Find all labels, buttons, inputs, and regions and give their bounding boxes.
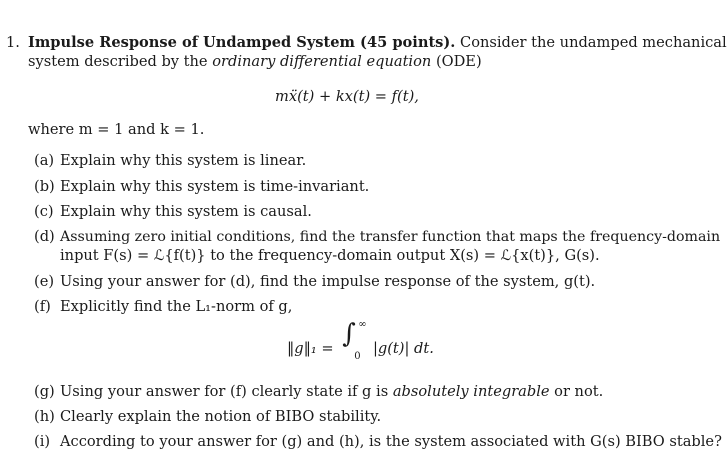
part-d-line1: Assuming zero initial conditions, find the transfer function that maps the frequency-domain xyxy=(60,229,721,245)
problem-number: 1. xyxy=(6,34,20,51)
part-i-label: (i) xyxy=(34,433,51,450)
integral-upper-limit: ∞ xyxy=(358,319,367,330)
part-c-text: Explain why this system is causal. xyxy=(60,203,312,220)
part-g-label: (g) xyxy=(34,383,55,400)
problem-intro: Consider the undamped mechanical xyxy=(460,34,727,51)
problem-header xyxy=(28,33,727,53)
integral-sign: ∫ xyxy=(342,319,356,349)
part-i-text: According to your answer for (g) and (h), is the system associated with G(s) BIBO stable? xyxy=(60,433,722,450)
problem-title: Impulse Response of Undamped System (45 points). xyxy=(28,34,456,51)
part-g-text-a: Using your answer for (f) clearly state if g is xyxy=(60,383,389,400)
intro-text-end: (ODE) xyxy=(435,53,482,70)
where-clause: where m = 1 and k = 1. xyxy=(28,121,205,138)
intro-emphasis: ordinary differential equation xyxy=(212,53,432,70)
part-h-text: Clearly explain the notion of BIBO stability. xyxy=(60,408,382,425)
part-f-label: (f) xyxy=(34,298,51,315)
part-d-line2: input F(s) = ℒ{f(t)} to the frequency-domain output X(s) = ℒ{x(t)}, G(s). xyxy=(60,247,600,264)
integral-lower-limit: 0 xyxy=(354,351,361,362)
norm-lhs: ‖g‖₁ = xyxy=(287,340,334,357)
part-h-label: (h) xyxy=(34,408,55,425)
intro-text: system described by the xyxy=(28,53,208,70)
part-g-emphasis: absolutely integrable xyxy=(392,383,550,400)
ode-equation: mẍ(t) + kx(t) = f(t), xyxy=(275,88,419,105)
norm-equation xyxy=(287,319,434,362)
norm-integrand: |g(t)| dt. xyxy=(372,340,434,357)
part-b-label: (b) xyxy=(34,178,55,195)
integral-symbol xyxy=(338,319,368,362)
part-f-text: Explicitly find the L₁-norm of g, xyxy=(60,298,293,315)
part-a-text: Explain why this system is linear. xyxy=(60,152,307,169)
part-e-text: Using your answer for (d), find the impulse response of the system, g(t). xyxy=(60,273,596,290)
part-d-label: (d) xyxy=(34,228,55,245)
part-g-text xyxy=(60,382,603,402)
part-b-text: Explain why this system is time-invariant. xyxy=(60,178,370,195)
part-c-label: (c) xyxy=(34,203,54,220)
part-a-label: (a) xyxy=(34,152,55,169)
problem-intro-line2 xyxy=(28,52,482,72)
part-e-label: (e) xyxy=(34,273,55,290)
part-g-text-b: or not. xyxy=(554,383,604,400)
